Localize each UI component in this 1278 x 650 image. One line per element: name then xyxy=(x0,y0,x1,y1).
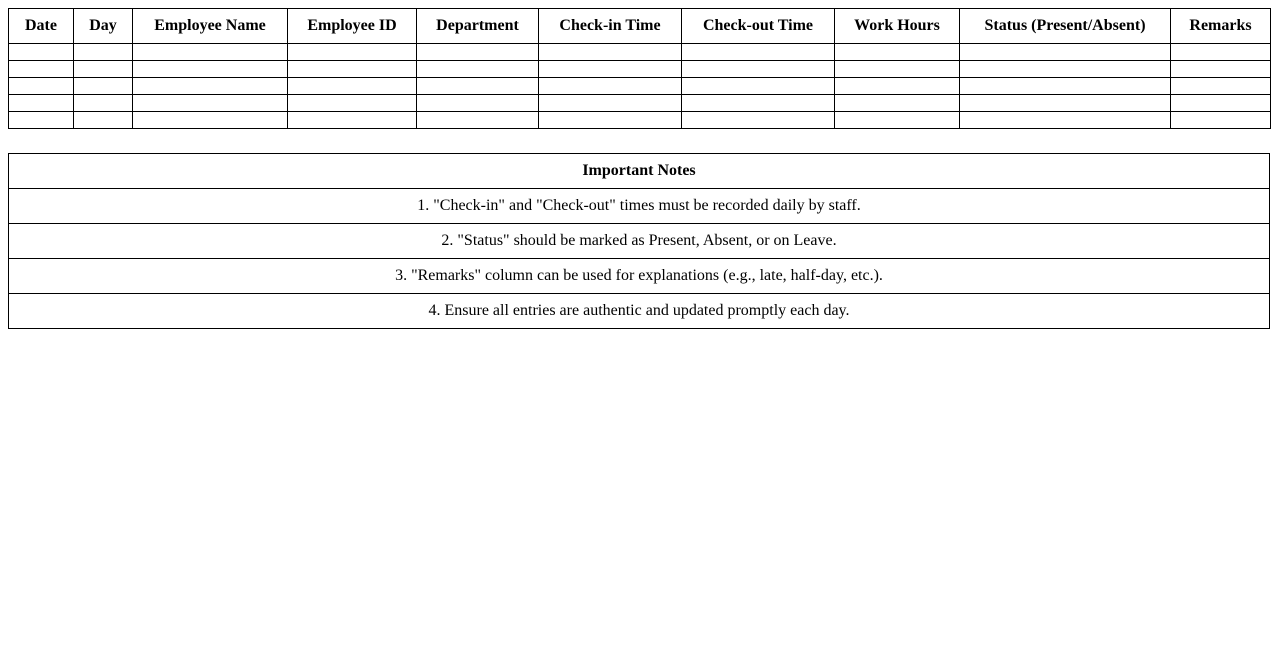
attendance-cell[interactable] xyxy=(682,44,835,61)
attendance-row xyxy=(9,78,1271,95)
notes-title: Important Notes xyxy=(9,154,1270,189)
note-row xyxy=(9,259,1270,294)
attendance-cell[interactable] xyxy=(74,95,133,112)
header-work-hours: Work Hours xyxy=(835,9,960,44)
attendance-cell[interactable] xyxy=(539,78,682,95)
header-employee-id: Employee ID xyxy=(288,9,417,44)
attendance-cell[interactable] xyxy=(9,95,74,112)
attendance-row xyxy=(9,61,1271,78)
attendance-cell[interactable] xyxy=(835,112,960,129)
header-department: Department xyxy=(417,9,539,44)
attendance-cell[interactable] xyxy=(74,78,133,95)
attendance-cell[interactable] xyxy=(682,112,835,129)
attendance-cell[interactable] xyxy=(1171,44,1271,61)
notes-header-row xyxy=(9,154,1270,189)
attendance-row xyxy=(9,44,1271,61)
attendance-cell[interactable] xyxy=(539,95,682,112)
attendance-cell[interactable] xyxy=(835,44,960,61)
attendance-cell[interactable] xyxy=(288,44,417,61)
attendance-cell[interactable] xyxy=(682,61,835,78)
header-date: Date xyxy=(9,9,74,44)
attendance-cell[interactable] xyxy=(960,112,1171,129)
attendance-cell[interactable] xyxy=(1171,95,1271,112)
attendance-cell[interactable] xyxy=(74,44,133,61)
attendance-cell[interactable] xyxy=(835,78,960,95)
attendance-cell[interactable] xyxy=(682,95,835,112)
attendance-cell[interactable] xyxy=(960,78,1171,95)
header-status: Status (Present/Absent) xyxy=(960,9,1171,44)
attendance-cell[interactable] xyxy=(9,44,74,61)
attendance-cell[interactable] xyxy=(417,44,539,61)
attendance-cell[interactable] xyxy=(288,78,417,95)
attendance-body xyxy=(9,44,1271,129)
attendance-table xyxy=(8,8,1271,129)
attendance-cell[interactable] xyxy=(133,61,288,78)
note-item: 4. Ensure all entries are authentic and updated promptly each day. xyxy=(9,294,1270,329)
attendance-row xyxy=(9,112,1271,129)
attendance-cell[interactable] xyxy=(417,95,539,112)
attendance-cell[interactable] xyxy=(1171,112,1271,129)
attendance-cell[interactable] xyxy=(288,95,417,112)
header-employee-name: Employee Name xyxy=(133,9,288,44)
note-row xyxy=(9,224,1270,259)
attendance-cell[interactable] xyxy=(288,61,417,78)
attendance-cell[interactable] xyxy=(9,78,74,95)
attendance-cell[interactable] xyxy=(288,112,417,129)
attendance-cell[interactable] xyxy=(133,95,288,112)
attendance-cell[interactable] xyxy=(539,61,682,78)
attendance-cell[interactable] xyxy=(960,95,1171,112)
attendance-cell[interactable] xyxy=(835,95,960,112)
attendance-cell[interactable] xyxy=(1171,61,1271,78)
attendance-cell[interactable] xyxy=(74,61,133,78)
attendance-cell[interactable] xyxy=(835,61,960,78)
header-remarks: Remarks xyxy=(1171,9,1271,44)
attendance-cell[interactable] xyxy=(417,61,539,78)
notes-table xyxy=(8,153,1270,329)
note-row xyxy=(9,294,1270,329)
attendance-row xyxy=(9,95,1271,112)
attendance-header-row xyxy=(9,9,1271,44)
note-row xyxy=(9,189,1270,224)
note-item: 1. "Check-in" and "Check-out" times must be recorded daily by staff. xyxy=(9,189,1270,224)
attendance-cell[interactable] xyxy=(74,112,133,129)
attendance-cell[interactable] xyxy=(133,112,288,129)
attendance-cell[interactable] xyxy=(417,78,539,95)
header-day: Day xyxy=(74,9,133,44)
attendance-cell[interactable] xyxy=(539,44,682,61)
attendance-cell[interactable] xyxy=(417,112,539,129)
header-check-out-time: Check-out Time xyxy=(682,9,835,44)
attendance-cell[interactable] xyxy=(539,112,682,129)
attendance-cell[interactable] xyxy=(960,44,1171,61)
attendance-cell[interactable] xyxy=(9,61,74,78)
header-check-in-time: Check-in Time xyxy=(539,9,682,44)
attendance-cell[interactable] xyxy=(133,78,288,95)
note-item: 3. "Remarks" column can be used for explanations (e.g., late, half-day, etc.). xyxy=(9,259,1270,294)
attendance-cell[interactable] xyxy=(133,44,288,61)
attendance-cell[interactable] xyxy=(1171,78,1271,95)
note-item: 2. "Status" should be marked as Present, Absent, or on Leave. xyxy=(9,224,1270,259)
attendance-cell[interactable] xyxy=(960,61,1171,78)
attendance-cell[interactable] xyxy=(682,78,835,95)
attendance-cell[interactable] xyxy=(9,112,74,129)
